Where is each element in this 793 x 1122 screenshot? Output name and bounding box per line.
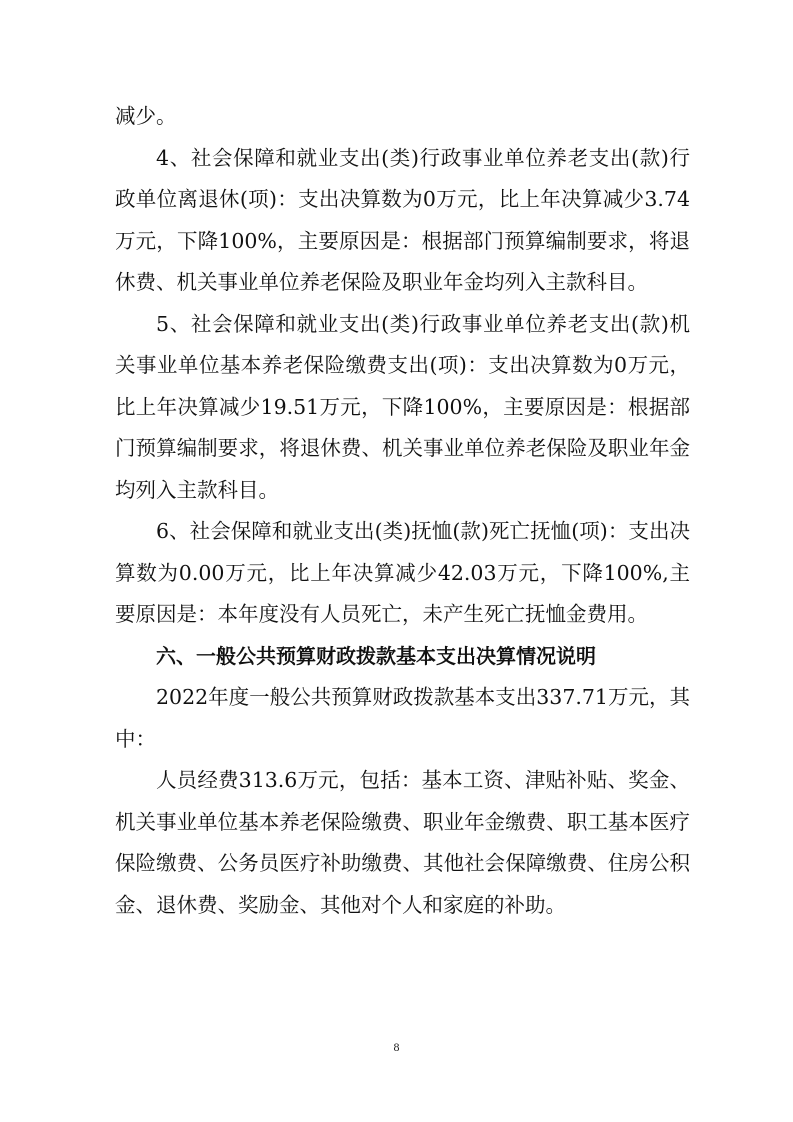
paragraph-continuation: 减少。	[115, 104, 177, 128]
paragraph-item-4: 4、社会保障和就业支出(类)行政事业单位养老支出(款)行政单位离退休(项)：支出决算数为0万元，比上年决算减少3.74万元，下降100%，主要原因是：根据部门预算编制要求，将退休费、机关事业单位养老保险及职业年金均列入主款科目。	[115, 145, 690, 294]
paragraph-personnel-expenses: 人员经费313.6万元，包括：基本工资、津贴补贴、奖金、机关事业单位基本养老保险缴费、职业年金缴费、职工基本医疗保险缴费、公务员医疗补助缴费、其他社会保障缴费、住房公积金、退休费、奖励金、其他对个人和家庭的补助。	[115, 768, 690, 917]
page-number: 8	[393, 1040, 400, 1054]
paragraph-basic-expenditure: 2022年度一般公共预算财政拨款基本支出337.71万元，其中：	[115, 685, 690, 751]
paragraph-item-5: 5、社会保障和就业支出(类)行政事业单位养老支出(款)机关事业单位基本养老保险缴费支出(项)：支出决算数为0万元，比上年决算减少19.51万元，下降100%，主要原因是：根据部门预算编制要求，将退休费、机关事业单位养老保险及职业年金均列入主款科目。	[115, 311, 690, 502]
paragraph-item-6: 6、社会保障和就业支出(类)抚恤(款)死亡抚恤(项)：支出决算数为0.00万元，比上年决算减少42.03万元，下降100%,主要原因是：本年度没有人员死亡，未产生死亡抚恤金费用。	[115, 519, 690, 626]
document-body	[115, 96, 690, 926]
section-heading: 六、一般公共预算财政拨款基本支出决算情况说明	[156, 643, 596, 668]
